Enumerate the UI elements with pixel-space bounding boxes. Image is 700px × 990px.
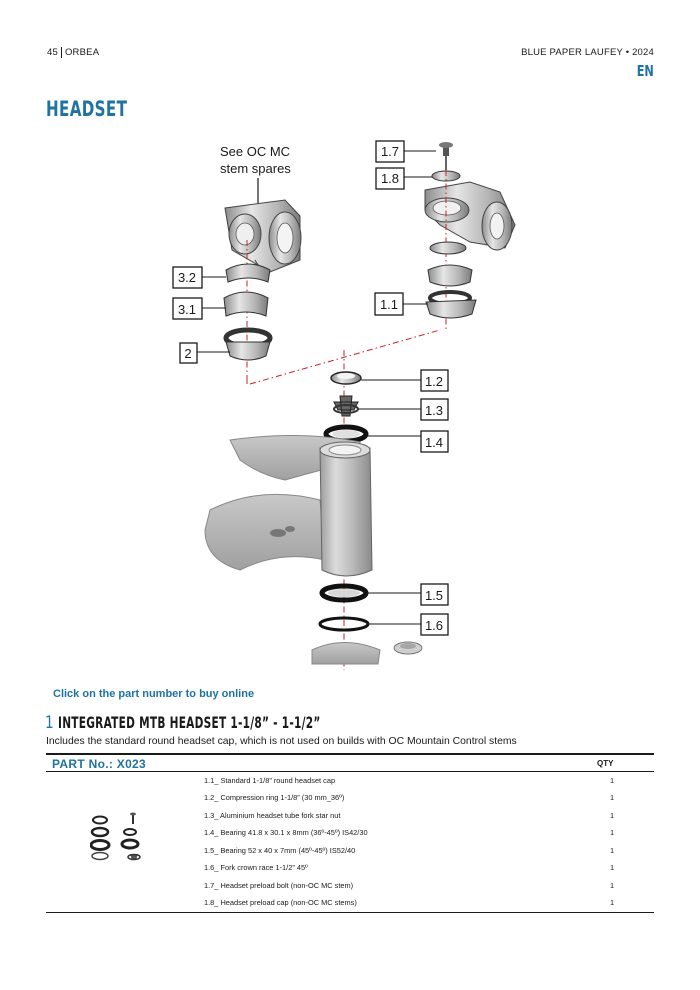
- table-row: [204, 894, 654, 912]
- item-description: 1.7_ Headset preload bolt (non-OC MC stem): [204, 880, 354, 890]
- table-row: [204, 859, 654, 877]
- part-number-link[interactable]: PART No.: X023: [52, 756, 146, 771]
- item-description: 1.6_ Fork crown race 1-1/2” 45º: [204, 863, 308, 873]
- item-qty: 1: [609, 845, 615, 855]
- item-qty: 1: [609, 898, 615, 908]
- standard-stem: [425, 142, 515, 250]
- item-qty: 1: [609, 775, 615, 785]
- item-qty: 1: [609, 828, 615, 838]
- kit-title: INTEGRATED MTB HEADSET 1-1/8” - 1-1/2”: [57, 713, 321, 732]
- item-description: 1.1_ Standard 1-1/8” round headset cap: [204, 775, 336, 785]
- fork-crown: [312, 643, 380, 665]
- header-divider: [61, 47, 62, 58]
- frame-down-tube: [205, 494, 325, 570]
- head-tube: [320, 448, 372, 576]
- exploded-headset-diagram: [0, 130, 700, 670]
- language-code: EN: [636, 62, 654, 80]
- page-header-left: [47, 47, 99, 58]
- headset-kit-thumbnail: [90, 810, 152, 870]
- callout-1-5: 1.5: [424, 588, 444, 603]
- kit-number: 1: [45, 713, 54, 733]
- buy-online-link[interactable]: Click on the part number to buy online: [53, 688, 255, 700]
- parts-table: [46, 753, 654, 913]
- section-title: HEADSET: [46, 97, 128, 121]
- item-description: 1.2_ Compression ring 1-1/8” (30 mm_36º): [204, 793, 345, 803]
- item-description: 1.5_ Bearing 52 x 40 x 7mm (45º-45º) IS52/40: [204, 845, 356, 855]
- callout-1-4: 1.4: [424, 435, 444, 450]
- kit-description: Includes the standard round headset cap, which is not used on builds with OC Mountain Control stems: [46, 736, 517, 747]
- callout-1-2: 1.2: [424, 374, 444, 389]
- item-qty: 1: [609, 863, 615, 873]
- table-row: [204, 877, 654, 895]
- brand-name: ORBEA: [64, 47, 100, 58]
- item-description: 1.4_ Bearing 41.8 x 30.1 x 8mm (36º-45º) IS42/30: [204, 828, 368, 838]
- page-number: 45: [47, 47, 58, 58]
- table-header: [46, 755, 654, 772]
- callout-1-7: 1.7: [380, 144, 400, 159]
- table-body: [46, 772, 654, 912]
- callout-1-8: 1.8: [380, 171, 400, 186]
- table-row: [204, 789, 654, 807]
- oc-mc-stem: [225, 200, 301, 272]
- document-title: BLUE PAPER LAUFEY • 2024: [521, 47, 654, 58]
- table-row: [204, 807, 654, 825]
- item-qty: 1: [609, 810, 615, 820]
- item-qty: 1: [609, 793, 615, 803]
- stem-note-line-1: See OC MC: [220, 144, 291, 159]
- item-description: 1.3_ Aluminium headset tube fork star nut: [204, 810, 341, 820]
- item-description: 1.8_ Headset preload cap (non-OC MC stems): [204, 898, 357, 908]
- callout-1-1: 1.1: [379, 297, 399, 312]
- callout-3-1: 3.1: [177, 302, 197, 317]
- table-row: [204, 824, 654, 842]
- table-row: [204, 772, 654, 790]
- table-bottom-rule: [46, 912, 654, 914]
- qty-header: QTY: [597, 758, 614, 768]
- callout-1-6: 1.6: [424, 618, 444, 633]
- kit-heading: [45, 713, 456, 733]
- callout-1-3: 1.3: [424, 403, 444, 418]
- callout-3-2: 3.2: [177, 270, 197, 285]
- item-qty: 1: [609, 880, 615, 890]
- stem-note-line-2: stem spares: [220, 161, 291, 176]
- callout-2: 2: [184, 346, 192, 361]
- table-row: [204, 842, 654, 860]
